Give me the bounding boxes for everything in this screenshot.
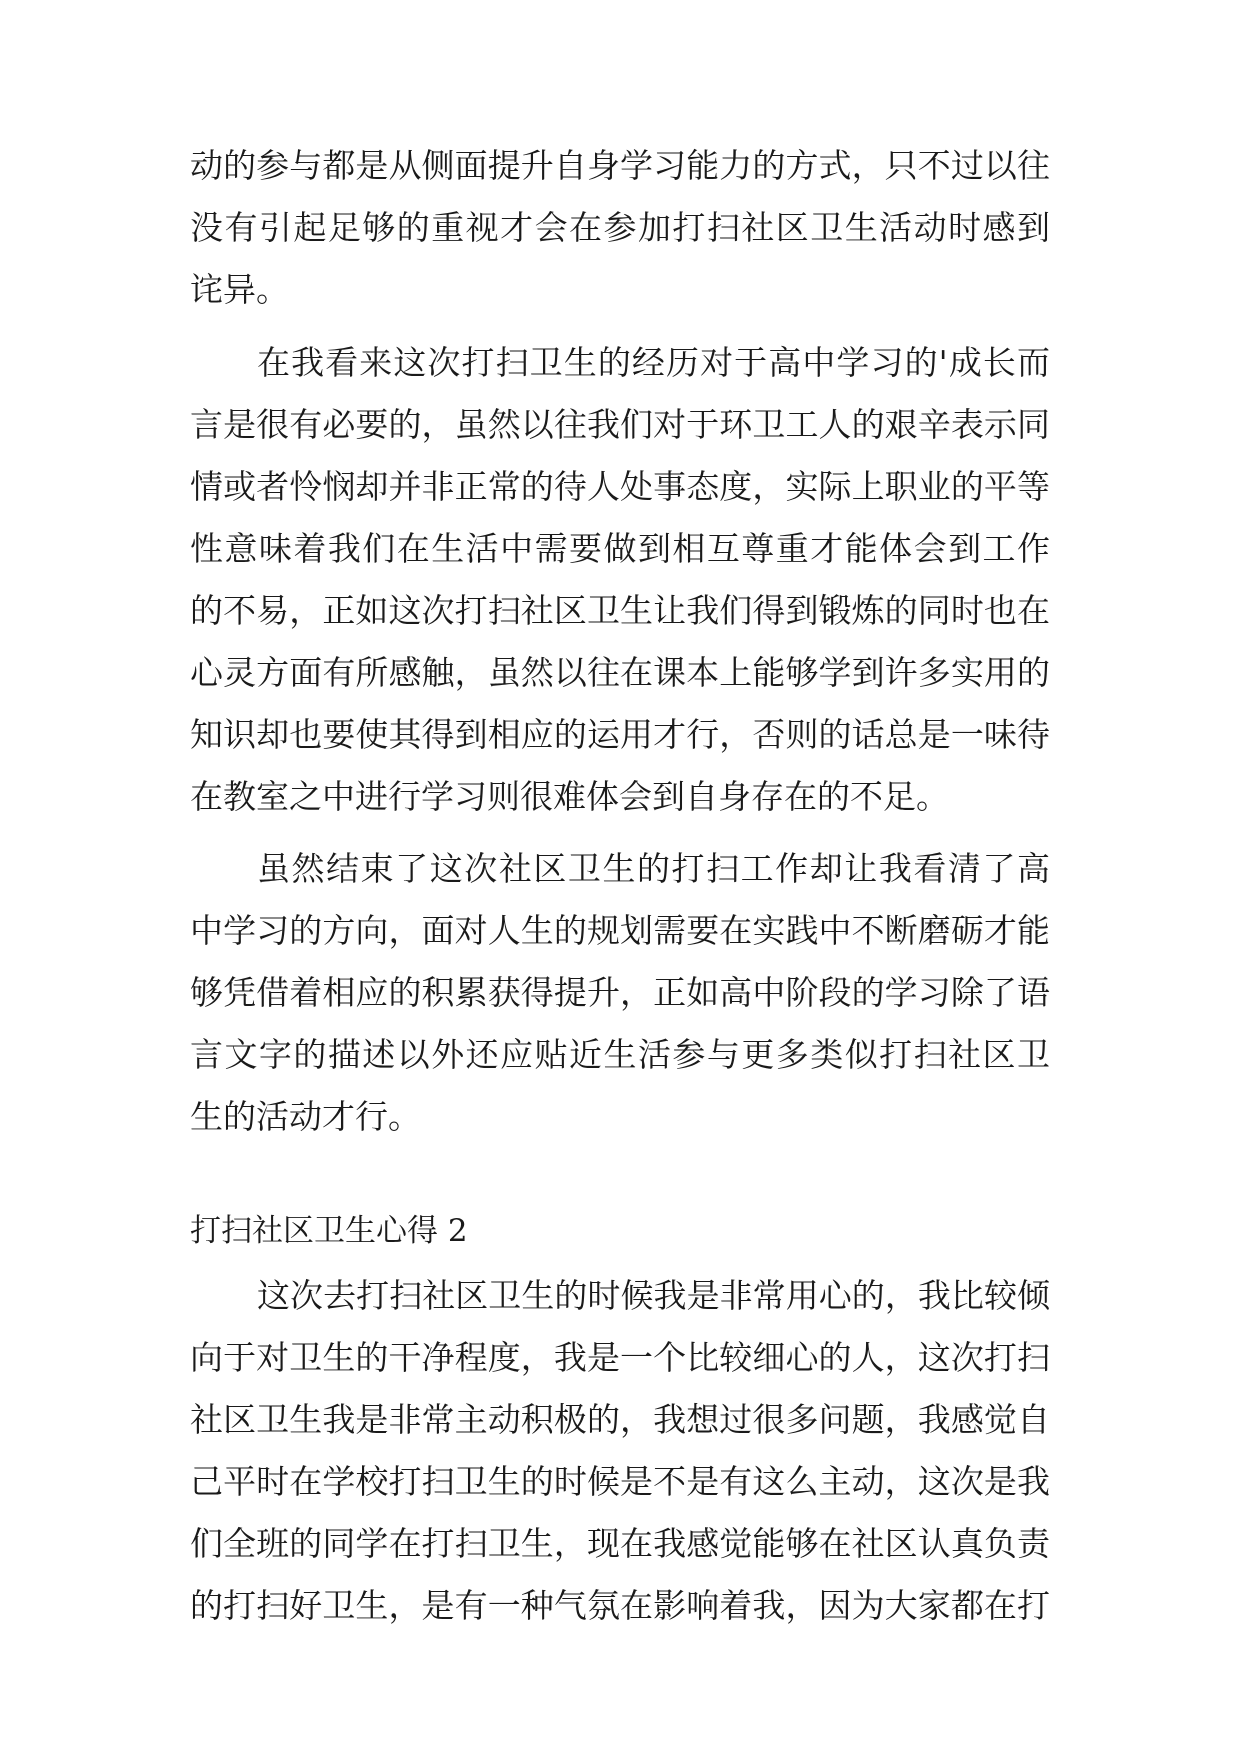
paragraph-3-line-5: 生的活动才行。 [190, 1097, 421, 1136]
paragraph-3-line-3: 够凭借着相应的积累获得提升，正如高中阶段的学习除了语 [190, 973, 1050, 1012]
paragraph-3-line-1: 虽然结束了这次社区卫生的打扫工作却让我看清了高 [257, 849, 1050, 888]
paragraph-2-line-5: 的不易，正如这次打扫社区卫生让我们得到锻炼的同时也在 [190, 591, 1050, 630]
paragraph-2-line-2: 言是很有必要的，虽然以往我们对于环卫工人的艰辛表示同 [190, 405, 1050, 444]
paragraph-2-line-6: 心灵方面有所感触，虽然以往在课本上能够学到许多实用的 [190, 653, 1050, 692]
section-heading: 打扫社区卫生心得 2 [190, 1213, 468, 1249]
paragraph-2-line-7: 知识却也要使其得到相应的运用才行，否则的话总是一味待 [190, 715, 1050, 754]
paragraph-2-line-3: 情或者怜悯却并非正常的待人处事态度，实际上职业的平等 [190, 467, 1050, 506]
paragraph-4-line-1: 这次去打扫社区卫生的时候我是非常用心的，我比较倾 [257, 1276, 1050, 1315]
paragraph-1-line-2: 没有引起足够的重视才会在参加打扫社区卫生活动时感到 [190, 208, 1050, 247]
paragraph-4-line-4: 己平时在学校打扫卫生的时候是不是有这么主动，这次是我 [190, 1462, 1050, 1501]
paragraph-4-line-2: 向于对卫生的干净程度，我是一个比较细心的人，这次打扫 [190, 1338, 1050, 1377]
paragraph-4-line-5: 们全班的同学在打扫卫生，现在我感觉能够在社区认真负责 [190, 1524, 1050, 1563]
paragraph-1-line-3: 诧异。 [190, 270, 289, 309]
paragraph-2-line-4: 性意味着我们在生活中需要做到相互尊重才能体会到工作 [190, 529, 1050, 568]
paragraph-4-line-3: 社区卫生我是非常主动积极的，我想过很多问题，我感觉自 [190, 1400, 1050, 1439]
paragraph-3-line-2: 中学习的方向，面对人生的规划需要在实践中不断磨砺才能 [190, 911, 1050, 950]
paragraph-4-line-6: 的打扫好卫生，是有一种气氛在影响着我，因为大家都在打 [190, 1586, 1050, 1625]
paragraph-2-line-8: 在教室之中进行学习则很难体会到自身存在的不足。 [190, 777, 949, 816]
paragraph-1-line-1: 动的参与都是从侧面提升自身学习能力的方式，只不过以往 [190, 146, 1050, 185]
paragraph-3-line-4: 言文字的描述以外还应贴近生活参与更多类似打扫社区卫 [190, 1035, 1050, 1074]
paragraph-2-line-1: 在我看来这次打扫卫生的经历对于高中学习的'成长而 [257, 343, 1050, 382]
